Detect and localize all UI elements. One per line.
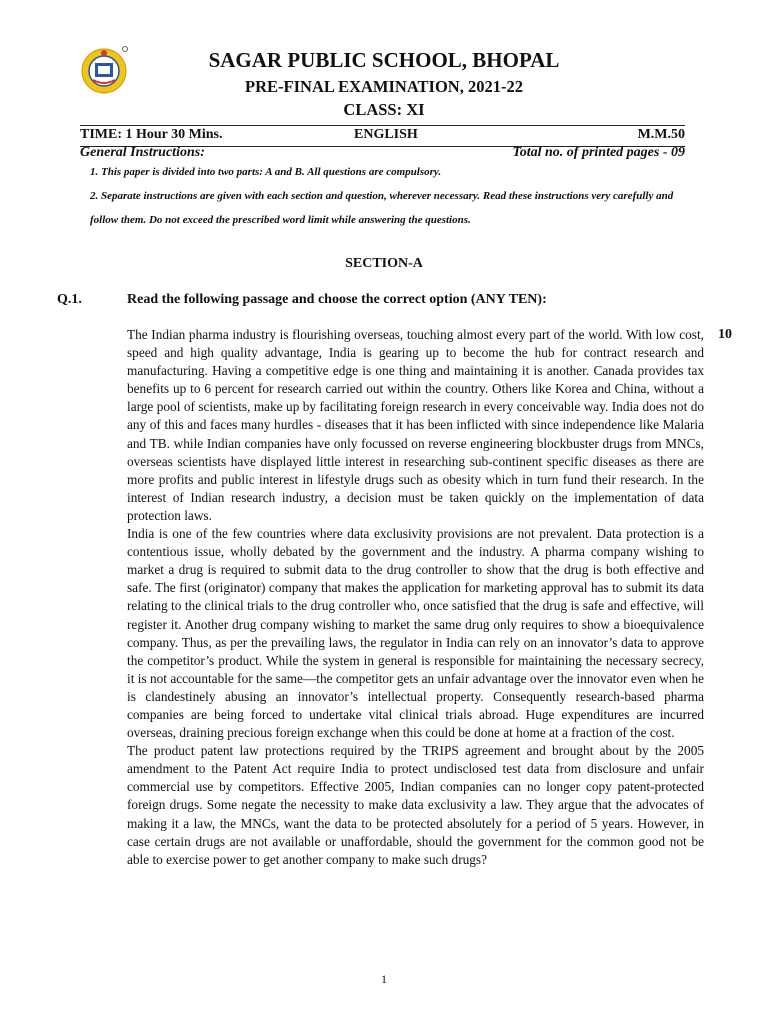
max-marks-label: M.M.50 (637, 127, 685, 142)
printed-pages-label: Total no. of printed pages - 09 (512, 145, 685, 160)
page-number: 1 (381, 972, 387, 986)
section-heading: SECTION-A (345, 256, 423, 271)
passage-paragraph: The product patent law protections required by the TRIPS agreement and brought about by the 2005 amendment to the Patent Act require India to protect undisclosed test data from disclosure and unfair commercial use by competitors. Effective 2005, Indian companies can no longer copy patent-protected foreign drugs. Some negate the necessity to make data exclusivity a law. They argue that the advocates of making it a law, the MNCs, want the data to be protected absolutely for a period of 5 years. However, in case certain drugs are not available or unaffordable, should the government for the common good not be able to exercise power to get another company to make such drugs? (127, 743, 704, 867)
subject-label: ENGLISH (354, 127, 418, 142)
class-label: CLASS: XI (343, 100, 425, 119)
time-label: TIME: 1 Hour 30 Mins. (80, 127, 223, 142)
instruction-2: 2. Separate instructions are given with each section and question, wherever necessary. Read these instructions very carefully and follow them. Do not exceed the prescribed word limit while answering the questions. (90, 190, 674, 226)
exam-meta-row (80, 125, 685, 147)
question-text: Read the following passage and choose the correct option (ANY TEN): (127, 292, 547, 307)
school-name: SAGAR PUBLIC SCHOOL, BHOPAL (208, 48, 560, 72)
passage-paragraph: India is one of the few countries where data exclusivity provisions are not prevalent. Data protection is a contentious issue, wholly debated by the government and the industry. A pharma company wishing to market a drug is required to submit data to the drug controller to show that the drug is both effective and safe. The first (originator) company that makes the application for marketing approval has to submit its data relating to the clinical trials to the drug controller who, once satisfied that the drug is safe and effective, will register it. Another drug company wishing to market the same drug only requires to show a bioequivalence company. Thus, as per the prevailing laws, the regulator in India can rely on an innovator’s data to approve the competitor’s product. While the system in general is responsible for maintaining the necessary secrecy, it is not accountable for the same—the competitor gets an unfair advantage over the innovator even when he is clandestinely abusing an innovator’s intellectual property. Consequently research-based pharma companies are being forced to undertake vital clinical trials abroad. Huge expenditures are incurred overseas, draining precious foreign exchange when this could be done at home at a fraction of the cost. (127, 526, 704, 741)
exam-title: PRE-FINAL EXAMINATION, 2021-22 (245, 77, 523, 96)
instruction-1: 1. This paper is divided into two parts: A and B. All questions are compulsory. (90, 166, 442, 178)
question-number: Q.1. (57, 292, 82, 307)
passage-paragraph: The Indian pharma industry is flourishing overseas, touching almost every part of the world. With low cost, speed and high quality advantage, India is gearing up to become the hub for contract research and manufacturing. Having a competitive edge is one thing and maintaining it is another. Canada provides tax benefits up to 6 percent for research carried out within the country. Others like Korea and China, without a large pool of scientists, make up by facilitating foreign research in every conceivable way. India does not do any of this and faces many hurdles - diseases that it has been inflicted with since independence like Malaria and TB. while Indian companies have only focussed on reverse engineering blockbuster drugs from MNCs, overseas scientists have displayed little interest in researching sub-continent specific diseases as there are more profits and public interest in lifestyle drugs such as obesity which in turn fund their research. In the interest of Indian research industry, a decision must be taken quickly on the implementation of data protection laws. (127, 327, 704, 523)
general-instructions-label: General Instructions: (80, 145, 205, 160)
reading-passage (127, 326, 704, 869)
question-marks: 10 (718, 327, 732, 342)
